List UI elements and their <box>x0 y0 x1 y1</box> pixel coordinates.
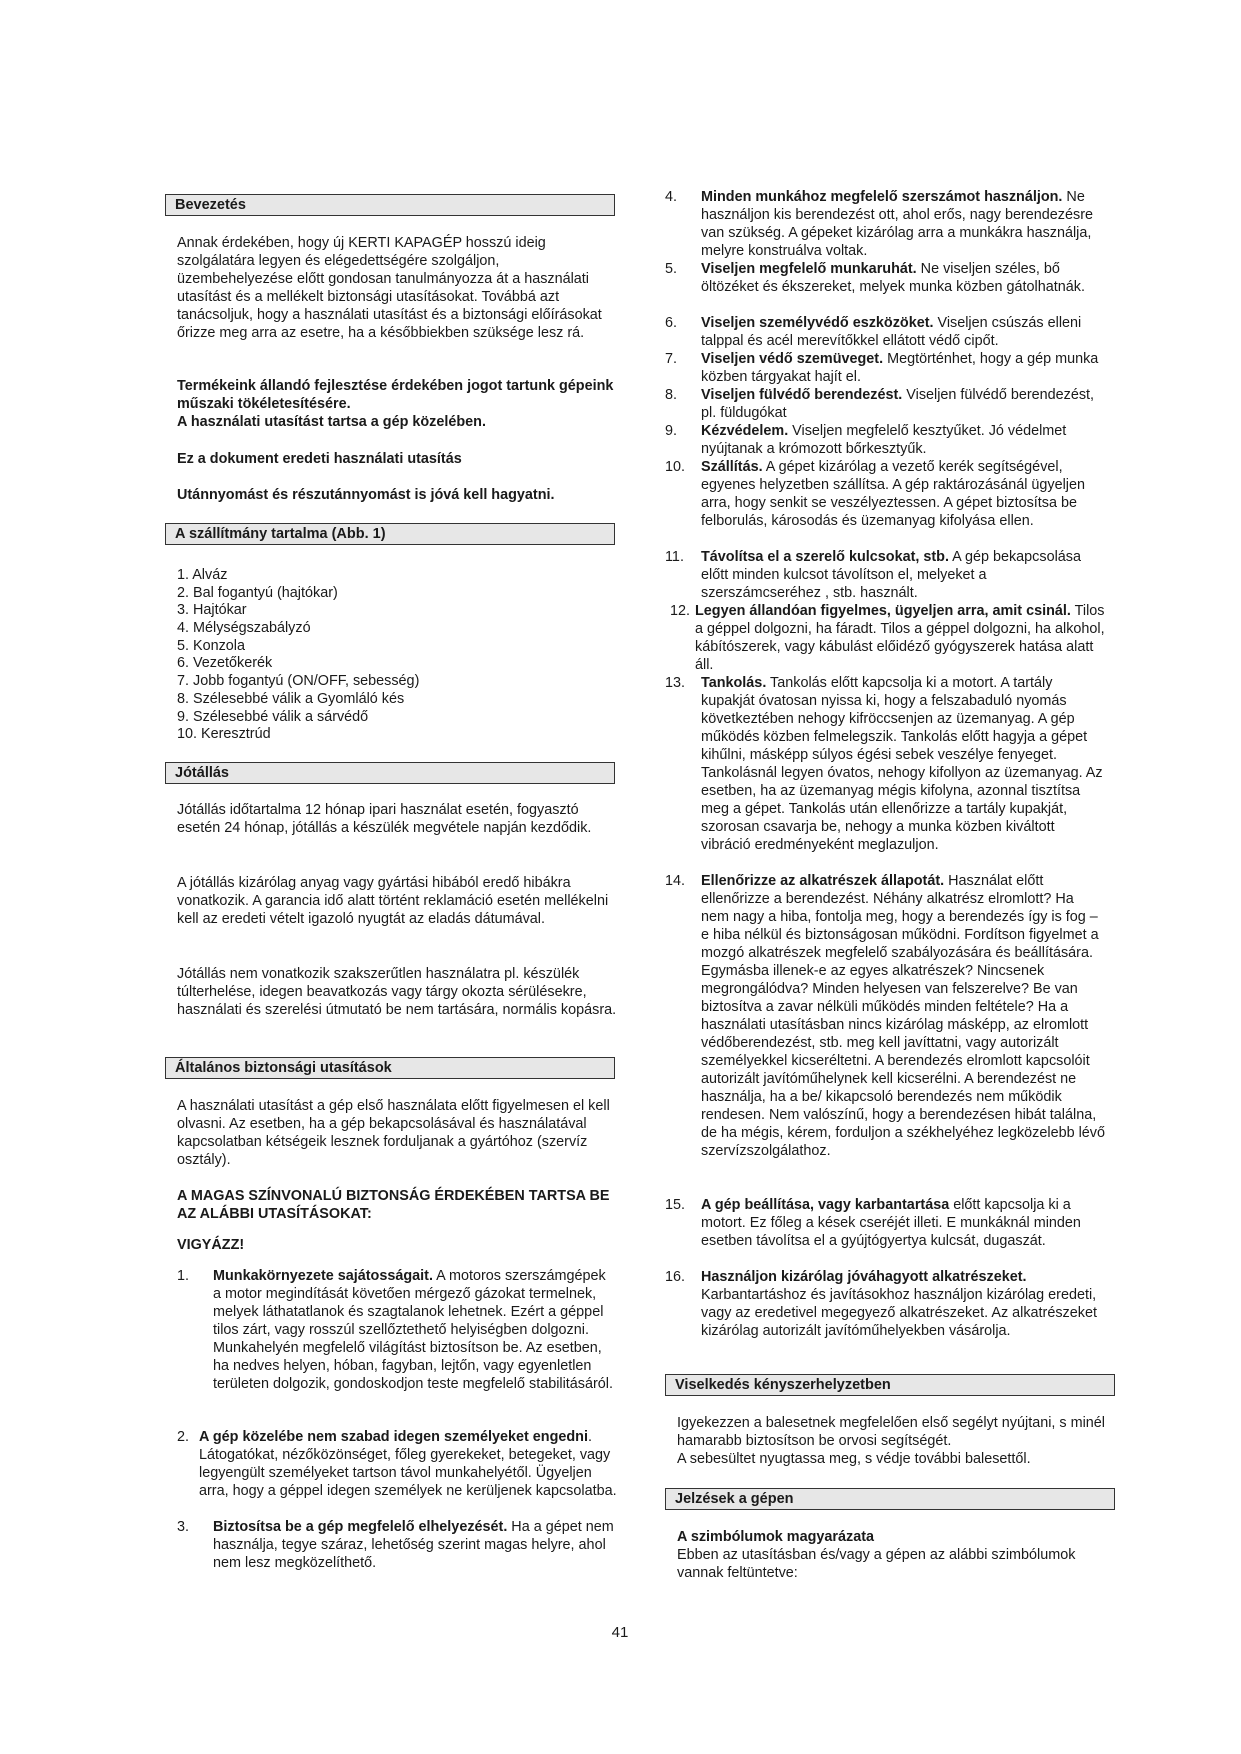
warning-label: VIGYÁZZ! <box>177 1237 245 1253</box>
item-text: Megtörténhet, hogy a gép munka közben tárgyakat hajít el. <box>701 351 1099 385</box>
item-title: Távolítsa el a szerelő kulcsokat, stb. <box>701 549 949 565</box>
item-number: 3. <box>177 1519 190 1535</box>
list-item: 8. Szélesebbé válik a Gyomláló kés <box>177 690 405 707</box>
section-header-signs: Jelzések a gépen <box>665 1488 1115 1510</box>
item-text: A motoros szerszámgépek a motor megindítását követően mérgező gázokat termelnek, melyek láthatatlanok és szagtalanok lehetnek. Ezért a géppel tilos zárt, vagy rosszúl szellőztethető helyiségben dolgozni. Munkahelyén megfelelő világítást biztosítson be. Az esetben, ha nedves helyen, hóban, fagyban, lejtőn, vagy egyenletlen területen dolgozik, gondoskodjon teste megfelelő stabilitásáról. <box>213 1268 613 1392</box>
item-title: Viseljen fülvédő berendezést. <box>701 387 903 403</box>
item-text: Karbantartáshoz és javításokhoz használjon kizárólag eredeti, vagy az eredetivel megegyező alkatrészeket. Az alkatrészeket kizárólag autorizált javítóműhelyekben vásárolja. <box>701 1287 1097 1339</box>
item-number: 5. <box>665 261 678 277</box>
item-number: 15. <box>665 1197 686 1213</box>
item-title: Legyen állandóan figyelmes, ügyeljen arra, amit csinál. <box>695 603 1071 619</box>
list-item: 7. Jobb fogantyú (ON/OFF, sebesség) <box>177 673 420 690</box>
emergency-text-2: A sebesültet nyugtassa meg, s védje további balesettől. <box>677 1451 1031 1467</box>
section-header-safety: Általános biztonsági utasítások <box>165 1057 615 1079</box>
list-item: 5. Konzola <box>177 637 246 654</box>
item-number: 16. <box>665 1269 686 1285</box>
intro-bold-4: Utánnyomást és részutánnyomást is jóvá kell hagyatni. <box>177 487 555 503</box>
item-number: 4. <box>665 189 678 205</box>
item-text: Ha a gépet nem használja, tegye száraz, lehetőség szerint magas helyre, ahol nem lesz megközelíthető. <box>213 1519 614 1571</box>
item-text: Ne viseljen széles, bő öltözéket és ékszereket, melyek munka közben gátolhatnák. <box>701 261 1085 295</box>
list-item: 9. Szélesebbé válik a sárvédő <box>177 708 369 725</box>
item-title: Szállítás. <box>701 459 763 475</box>
item-title: Tankolás. <box>701 675 767 691</box>
section-header-warranty: Jótállás <box>165 762 615 784</box>
item-text: A gép bekapcsolása előtt minden kulcsot távolítson el, melyeket a szerszámcseréhez , stb. használt. <box>701 549 1081 601</box>
item-number: 7. <box>665 351 678 367</box>
item-text: Viseljen megfelelő kesztyűket. Jó védelmet nyújtanak a krómozott bőrkesztyűk. <box>701 423 1067 457</box>
item-text: Tilos a géppel dolgozni, ha fáradt. Tilos a géppel dolgozni, ha alkohol, kábítószerek, vagy kábulást előidéző gyógyszerek hatása alatt áll. <box>695 603 1105 673</box>
section-header-emergency: Viselkedés kényszerhelyzetben <box>665 1374 1115 1396</box>
item-number: 10. <box>665 459 686 475</box>
item-number: 1. <box>177 1268 190 1284</box>
list-item: 4. Mélységszabályzó <box>177 620 311 637</box>
list-item: 2. Bal fogantyú (hajtókar) <box>177 584 338 601</box>
item-text: Viseljen fülvédő berendezést, pl. füldugókat <box>701 387 1095 421</box>
item-number: 6. <box>665 315 678 331</box>
emergency-text: Igyekezzen a balesetnek megfelelően első segélyt nyújtani, s minél hamarabb biztosítson be orvosi segítségét. <box>677 1415 1105 1449</box>
delivery-list <box>177 566 617 743</box>
item-title: Viseljen védő szemüveget. <box>701 351 884 367</box>
item-title: Minden munkához megfelelő szerszámot használjon. <box>701 189 1063 205</box>
item-text: Használat előtt ellenőrizze a berendezést. Néhány alkatrész elromlott? Ha nem nagy a hiba, fontolja meg, hogy a berendezés így is fog – e hiba nélkül és biztonságosan működni. Fordítson figyelmet a mozgó alkatrészek megfelelő szabályozására és beállítására. Egymásba illenek-e az egyes alkatrészek? Nincsenek megrongálódva? Minden helyesen van felszerelve? Be van biztosítva a zavar nélküli működés minden feltétele? Ha a használati utasításban nincs kizárólag másképp, az elromlott védőberendezést, stb. meg kell javíttatni, vagy autorizált személyekkel kicseréltetni. A berendezés elromlott kapcsolóit autorizált javítóműhelynek kell kicserélni. A berendezést ne használja, ha a be/ kikapcsoló berendezés nem működik rendesen. Nem valószínű, hogy a berendezésen hibát találna, de ha mégis, kérem, forduljon a székhelyéhez legközelebb lévő szervízszolgálathoz. <box>701 873 1105 1159</box>
symbols-text: Ebben az utasításban és/vagy a gépen az alábbi szimbólumok vannak feltüntetve: <box>677 1547 1076 1581</box>
intro-bold-3: Ez a dokument eredeti használati utasítás <box>177 451 462 467</box>
item-text: Ne használjon kis berendezést ott, ahol erős, nagy berendezésre van szükség. A gépeket kizárólag arra a munkákra használja, melyre konstruálva voltak. <box>701 189 1093 259</box>
item-text: Tankolás előtt kapcsolja ki a motort. A tartály kupakját óvatosan nyissa ki, hogy a felszabaduló nyomás következtében nehogy kifröccsenjen az üzemanyag. A gép működés közben felmelegszik. Tankolás előtt hagyja a gépet kihűlni, másképp súlyos égési sebek veszélye fenyeget. Tankolásnál legyen óvatos, nehogy kifollyon az üzemanyag. Az esetben, ha az üzemanyag mégis kifolyna, azonnal tisztítsa meg a gépet. Tankolás után ellenőrizze a tartály kupakját, szorosan csavarja be, nehogy a munka közben kiváltott vibráció eredményeként meglazuljon. <box>701 675 1103 853</box>
section-header-intro: Bevezetés <box>165 194 615 216</box>
page-number: 41 <box>611 1624 629 1641</box>
item-title: Viseljen megfelelő munkaruhát. <box>701 261 917 277</box>
list-item: 1. Alváz <box>177 567 228 583</box>
warranty-text-3: Jótállás nem vonatkozik szakszerűtlen használatra pl. készülék túlterhelése, idegen beavatkozás vagy tárgy okozta sérülésekre, használati és szerelési útmutató be nem tartására, normális kopásra. <box>177 966 617 1018</box>
item-title: Biztosítsa be a gép megfelelő elhelyezését. <box>213 1519 508 1535</box>
item-title: Viseljen személyvédő eszközöket. <box>701 315 934 331</box>
item-text: előtt kapcsolja ki a motort. Ez főleg a kések cseréjét illeti. E munkáknál minden esetben távolítsa el a gyújtógyertya kulcsát, dugaszát. <box>701 1197 1081 1249</box>
warranty-text-2: A jótállás kizárólag anyag vagy gyártási hibából eredő hibákra vonatkozik. A garancia idő alatt történt reklamáció esetén mellékelni kell az eredeti vételt igazoló nyugtát az eladás dátumával. <box>177 875 609 927</box>
item-number: 14. <box>665 873 686 889</box>
item-text: Viseljen csúszás elleni talppal és acél merevítőkkel ellátott védő cipőt. <box>701 315 1082 349</box>
warranty-text-1: Jótállás időtartalma 12 hónap ipari használat esetén, fogyasztó esetén 24 hónap, jótállás a készülék megvétele napján kezdődik. <box>177 802 592 836</box>
item-title: A gép közelébe nem szabad idegen személyeket engedni <box>199 1429 588 1445</box>
item-text: . Látogatókat, nézőközönséget, főleg gyerekeket, betegeket, vagy legyengült személyeket tartson távol munkahelyétől. Ügyeljen arra, hogy a géppel idegen személyek ne kerüljenek kapcsolatba. <box>199 1429 617 1499</box>
item-title: Használjon kizárólag jóváhagyott alkatrészeket. <box>701 1269 1027 1285</box>
item-number: 12. <box>670 603 691 619</box>
item-text: A gépet kizárólag a vezető kerék segítségével, egyenes helyzetben szállítsa. A gép raktározásánál ügyeljen arra, hogy senkit se veszélyeztessen. A gépet biztosítsa be felborulás, károsodás és üzemanyag kifolyása ellen. <box>701 459 1085 529</box>
item-title: Kézvédelem. <box>701 423 789 439</box>
symbols-subtitle: A szimbólumok magyarázata <box>677 1529 874 1545</box>
safety-caps-heading: A MAGAS SZÍNVONALÚ BIZTONSÁG ÉRDEKÉBEN TARTSA BE AZ ALÁBBI UTASÍTÁSOKAT: <box>177 1188 610 1222</box>
item-title: Munkakörnyezete sajátosságait. <box>213 1268 433 1284</box>
item-number: 9. <box>665 423 678 439</box>
item-title: Ellenőrizze az alkatrészek állapotát. <box>701 873 945 889</box>
section-header-delivery: A szállítmány tartalma (Abb. 1) <box>165 523 615 545</box>
safety-intro-text: A használati utasítást a gép első használata előtt figyelmesen el kell olvasni. Az esetben, ha a gép bekapcsolásával és használatával kapcsolatban kétségeik lesznek forduljanak a gyártóhoz (szervíz osztály). <box>177 1098 610 1168</box>
intro-bold-2: A használati utasítást tartsa a gép közelében. <box>177 414 486 430</box>
intro-bold-1: Termékeink állandó fejlesztése érdekében jogot tartunk gépeink műszaki tökéletesítésére. <box>177 378 614 412</box>
item-number: 8. <box>665 387 678 403</box>
item-title: A gép beállítása, vagy karbantartása <box>701 1197 950 1213</box>
list-item: 3. Hajtókar <box>177 602 247 619</box>
list-item: 10. Keresztrúd <box>177 726 271 743</box>
intro-text: Annak érdekében, hogy új KERTI KAPAGÉP hosszú ideig szolgálatára legyen és elégedettségére szolgáljon, üzembehelyezése előtt gondosan tanulmányozza át a használati utasítást és a mellékelt biztonsági utasításokat. Továbbá azt tanácsoljuk, hogy a használati utasítást és a biztonsági előírásokat őrizze meg arra az esetre, ha a későbbiekben szüksége lesz rá. <box>177 235 602 341</box>
list-item: 6. Vezetőkerék <box>177 655 273 672</box>
item-number: 2. <box>177 1429 190 1445</box>
item-number: 13. <box>665 675 686 691</box>
item-number: 11. <box>665 549 684 565</box>
